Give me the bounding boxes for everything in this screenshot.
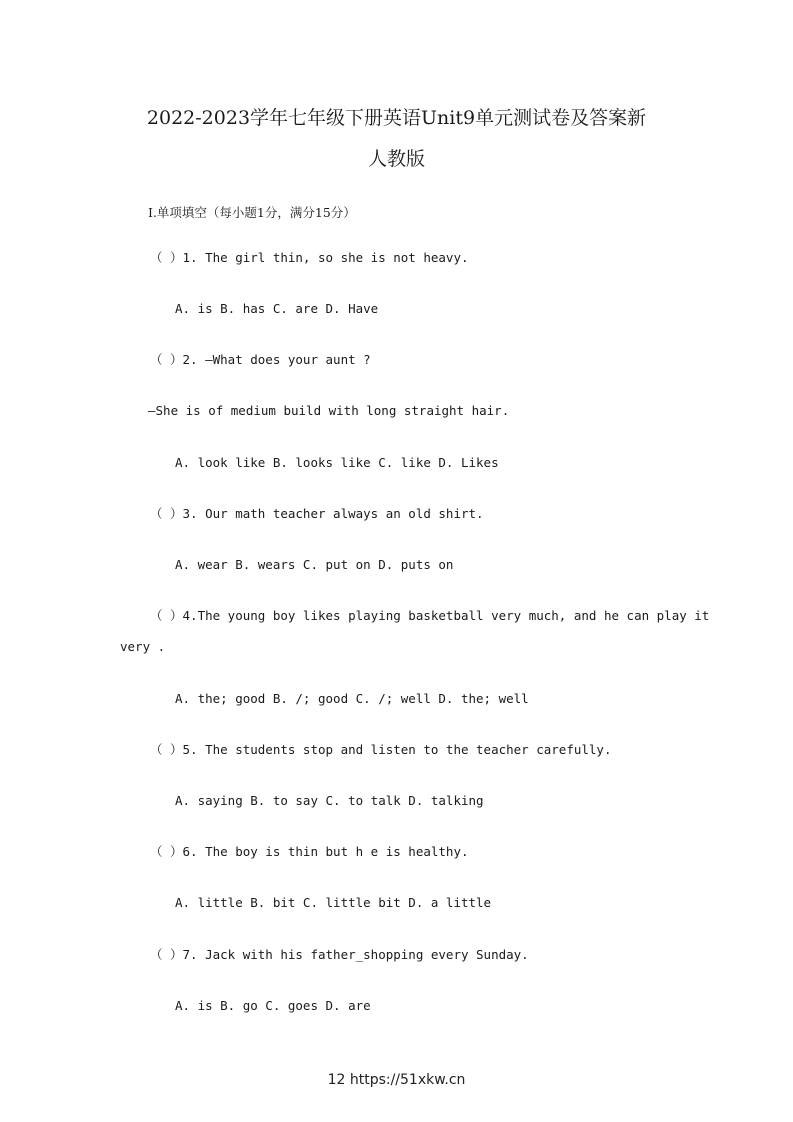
page-footer [0, 1071, 793, 1089]
question-7-options: A. is B. go C. goes D. are [175, 998, 371, 1013]
question-5-stem: （ ）5. The students stop and listen to the teacher carefully. [150, 742, 612, 757]
page-number: 12 [327, 1072, 346, 1088]
question-1-options: A. is B. has C. are D. Have [175, 301, 379, 316]
question-4-stem: （ ）4.The young boy likes playing basketball very much, and he can play it [150, 608, 710, 623]
question-4-stem-continued: very . [120, 639, 166, 654]
section-heading: I.单项填空（每小题1分，满分15分） [148, 205, 356, 220]
document-title-line-2: 人教版 [367, 148, 425, 170]
question-7-stem: （ ）7. Jack with his father_shopping every Sunday. [150, 947, 529, 962]
footer-site-url: https://51xkw.cn [349, 1072, 466, 1088]
question-5-options: A. saying B. to say C. to talk D. talking [175, 793, 484, 808]
question-4-options: A. the; good B. /; good C. /; well D. the; well [175, 691, 529, 706]
question-6-options: A. little B. bit C. little bit D. a little [175, 895, 492, 910]
question-6-stem: （ ）6. The boy is thin but h e is healthy. [150, 844, 469, 859]
document-title-line-1: 2022-2023学年七年级下册英语Unit9单元测试卷及答案新 [146, 107, 647, 129]
question-3-options: A. wear B. wears C. put on D. puts on [175, 557, 454, 572]
question-2-dialogue: —She is of medium build with long straight hair. [148, 403, 510, 418]
question-3-stem: （ ）3. Our math teacher always an old shirt. [150, 506, 484, 521]
question-2-options: A. look like B. looks like C. like D. Likes [175, 455, 499, 470]
question-2-stem: （ ）2. —What does your aunt ? [150, 352, 371, 367]
question-1-stem: （ ）1. The girl thin, so she is not heavy. [150, 250, 469, 265]
